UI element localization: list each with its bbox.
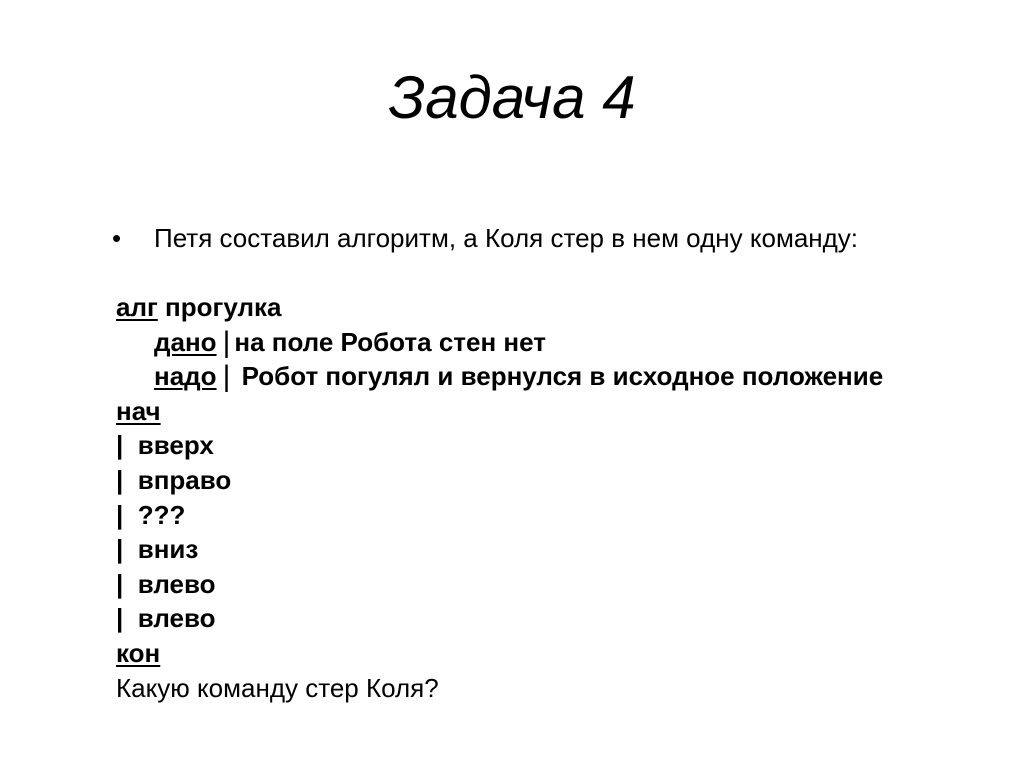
command-bar: | [116,603,124,634]
command-bar: | [116,464,124,495]
command-bar: | [116,499,124,530]
command-bar: | [116,568,124,599]
command-text: вниз [137,534,199,565]
dano-text: на поле Робота стен нет [234,326,546,357]
command-line [116,498,883,533]
alg-keyword: алг [116,292,158,322]
command-line [116,463,883,498]
algorithm-block [116,290,883,705]
command-line [116,567,883,602]
command-text: ??? [137,499,186,530]
command-bar: | [116,534,124,565]
dano-line [116,325,883,360]
bullet-item [112,220,858,256]
command-bar: | [116,430,124,461]
alg-name: прогулка [165,292,282,322]
end-keyword: кон [116,637,161,668]
dano-keyword: дано [154,326,217,357]
nado-keyword: надо [154,361,217,392]
question-line: Какую команду стер Коля? [116,672,439,703]
end-line [116,636,883,671]
command-text: влево [137,568,216,599]
command-text: влево [137,603,216,634]
slide-title: Задача 4 [388,64,636,131]
command-text: вправо [137,464,232,495]
nado-bar: | [222,360,231,394]
begin-line [116,394,883,429]
command-line [116,428,883,463]
bullet-text: Петя составил алгоритм, а Коля стер в нем одну команду: [154,223,859,253]
begin-keyword: нач [116,395,161,426]
command-text: вверх [137,430,214,461]
alg-header-line [116,290,883,325]
dano-bar: | [222,325,231,359]
command-line [116,532,883,567]
nado-text: Робот погулял и вернулся в исходное положение [241,361,884,392]
command-line [116,601,883,636]
bullet-marker: • [112,223,122,253]
nado-line [116,359,883,394]
